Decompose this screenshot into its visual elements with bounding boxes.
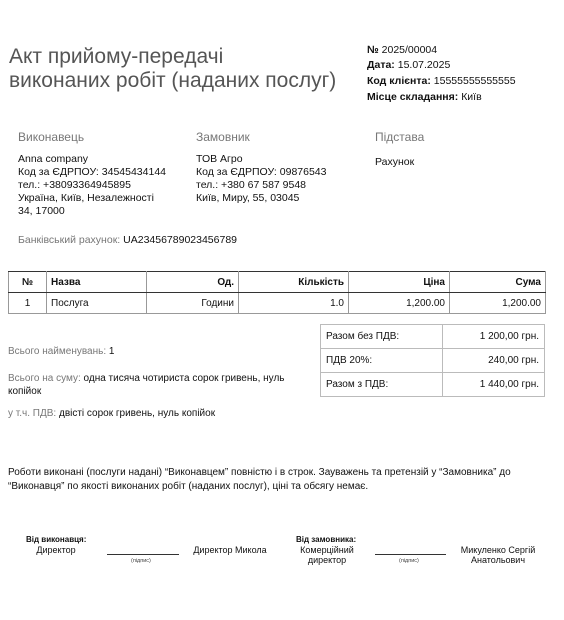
basis-heading: Підстава [375, 130, 425, 144]
items-count [8, 346, 114, 359]
customer-signature-heading: Від замовника: [296, 535, 357, 544]
col-sum-header: Сума [450, 272, 546, 293]
acceptance-statement-line2: “Виконавця” по якості виконаних робіт (наданих послуг), ціні та обсягу немає. [8, 481, 369, 492]
document-date-value: 15.07.2025 [397, 59, 451, 71]
col-unit-header: Од. [147, 272, 239, 293]
executor-signature-hint: (підпис) [131, 558, 151, 564]
col-quantity-header: Кількість [239, 272, 349, 293]
items-count-label: Всього найменувань: [8, 346, 107, 357]
executor-signature-heading: Від виконавця: [26, 535, 87, 544]
executor-address-line1: Україна, Київ, Незалежності [18, 192, 154, 204]
vat-in-words-value: двісті сорок гривень, нуль копійок [58, 408, 216, 419]
executor-edrpou: Код за ЄДРПОУ: 34545434144 [18, 166, 166, 178]
executor-heading: Виконавець [18, 130, 85, 144]
vat-label: ПДВ 20%: [321, 349, 443, 373]
row-sum-cell: 1,200.00 [450, 293, 546, 314]
row-unit-cell: Години [147, 293, 239, 314]
total-with-vat-label: Разом з ПДВ: [321, 373, 443, 397]
executor-position: Директор [36, 545, 76, 555]
items-count-value: 1 [108, 346, 115, 357]
client-code-label: Код клієнта: [367, 75, 431, 87]
acceptance-statement-line1: Роботи виконані (послуги надані) “Виконавцем” повністю і в строк. Зауважень та претензій у “Замовника” до [8, 467, 511, 478]
table-row [9, 293, 546, 314]
totals-table [320, 324, 545, 397]
customer-address: Київ, Миру, 55, 03045 [196, 192, 300, 204]
total-without-vat-label: Разом без ПДВ: [321, 325, 443, 349]
customer-position-line1: Комерційний [300, 545, 354, 555]
col-name-header: Назва [47, 272, 147, 293]
document-number [367, 43, 437, 59]
items-table-header [9, 272, 546, 293]
client-code [367, 74, 516, 90]
document-title-line1: Акт прийому-передачі [9, 45, 224, 68]
customer-signer-name [454, 545, 542, 565]
document-number-value: 2025/00004 [381, 44, 438, 56]
executor-name: Anna company [18, 153, 89, 165]
executor-details [18, 153, 166, 218]
executor-address-line2: 34, 17000 [18, 205, 65, 217]
col-price-header: Ціна [349, 272, 450, 293]
customer-details [196, 153, 326, 205]
items-table [8, 271, 546, 314]
total-with-vat-value: 1 440,00 грн. [443, 373, 545, 397]
place-of-issue-value: Київ [461, 91, 482, 103]
bank-account-label: Банківський рахунок: [18, 234, 121, 246]
row-name-cell: Послуга [47, 293, 147, 314]
acceptance-statement [8, 466, 548, 494]
executor-signature-line [107, 554, 179, 555]
vat-value: 240,00 грн. [443, 349, 545, 373]
total-without-vat-value: 1 200,00 грн. [443, 325, 545, 349]
customer-position [292, 545, 362, 565]
document-date-label: Дата: [367, 59, 395, 71]
bank-account-value: UA23456789023456789 [123, 234, 237, 246]
customer-heading: Замовник [196, 130, 250, 144]
row-price-cell: 1,200.00 [349, 293, 450, 314]
customer-signer-name-line2: Анатольович [470, 555, 526, 565]
total-in-words-line1: одна тисяча чотириста сорок гривень, нуль [83, 373, 285, 384]
customer-phone: тел.: +380 67 587 9548 [196, 179, 307, 191]
col-number-header: № [9, 272, 47, 293]
customer-position-line2: директор [307, 555, 347, 565]
document-title-line2: виконаних робіт (наданих послуг) [9, 69, 337, 92]
vat-in-words-label: у т.ч. ПДВ: [8, 408, 57, 419]
vat-in-words [8, 408, 215, 421]
client-code-value: 15555555555555 [433, 75, 516, 87]
document-date [367, 58, 450, 74]
customer-name: ТОВ Агро [196, 153, 243, 165]
customer-signature-hint: (підпис) [399, 558, 419, 564]
total-in-words-line2: копійок [8, 385, 42, 397]
place-of-issue [367, 90, 482, 106]
executor-signer-name: Директор Микола [193, 545, 267, 555]
vat-row [321, 349, 545, 373]
basis-value: Рахунок [375, 156, 415, 168]
total-in-words [8, 373, 308, 398]
total-without-vat-row [321, 325, 545, 349]
bank-account [18, 234, 237, 246]
total-in-words-label: Всього на суму: [8, 373, 81, 384]
customer-edrpou: Код за ЄДРПОУ: 09876543 [196, 166, 327, 178]
executor-phone: тел.: +38093364945895 [18, 179, 131, 191]
total-with-vat-row [321, 373, 545, 397]
document-number-label: № [367, 44, 379, 56]
customer-signature-line [375, 554, 446, 555]
place-of-issue-label: Місце складання: [367, 91, 459, 103]
customer-signer-name-line1: Микуленко Сергій [460, 545, 536, 555]
row-quantity-cell: 1.0 [239, 293, 349, 314]
row-number-cell: 1 [9, 293, 47, 314]
